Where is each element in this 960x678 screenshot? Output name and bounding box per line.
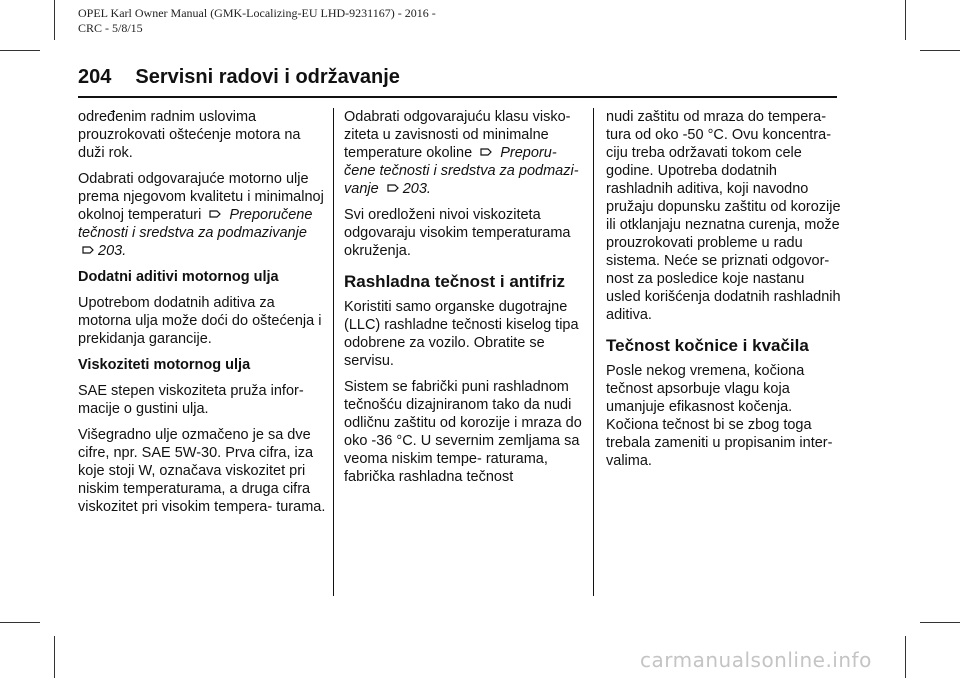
link-recommended-fluids[interactable]: Preporu- čene tečnosti i sredstva za podmazi- vanje bbox=[344, 145, 579, 197]
page-reference[interactable]: 203 bbox=[402, 181, 427, 197]
heading-additives: Dodatni aditivi motornog ulja bbox=[78, 269, 279, 285]
column-divider-1 bbox=[333, 108, 334, 596]
paragraph-select-oil-text: Odabrati odgovarajuće motorno ulje prema njegovom kvalitetu i minimalnoj okolnoj temperaturi bbox=[78, 171, 324, 223]
page-number: 204 bbox=[78, 66, 112, 88]
page-reference[interactable]: 203 bbox=[98, 243, 123, 259]
crop-mark-top-left-h bbox=[0, 50, 40, 51]
paragraph-sae-grade: SAE stepen viskoziteta pruža infor- macije o gustini ulja. bbox=[78, 383, 304, 417]
paragraph-coolant-type: Koristiti samo organske dugotrajne (LLC) rashladne tečnosti kiselog tipa odobrene za vozilo. Obratite se servisu. bbox=[344, 299, 579, 369]
watermark: carmanualsonline.info bbox=[640, 648, 872, 672]
column-divider-2 bbox=[593, 108, 594, 596]
document-header-line-1: OPEL Karl Owner Manual (GMK-Localizing-EU LHD-9231167) - 2016 - bbox=[78, 6, 436, 20]
column-1 bbox=[78, 108, 328, 524]
heading-coolant: Rashladna tečnost i antifriz bbox=[344, 272, 566, 291]
cross-reference-arrow-icon bbox=[208, 208, 222, 220]
crop-mark-top-left bbox=[54, 0, 55, 40]
paragraph-viscosity-levels: Svi oredloženi nivoi viskoziteta odgovaraju visokim temperaturama okruženja. bbox=[344, 207, 571, 259]
crop-mark-bottom-right-h bbox=[920, 622, 960, 623]
header-rule bbox=[78, 96, 837, 98]
heading-brake-fluid: Tečnost kočnice i kvačila bbox=[606, 336, 809, 355]
cross-reference-arrow-icon bbox=[386, 182, 400, 194]
cross-reference-arrow-icon bbox=[479, 146, 493, 158]
paragraph-additives: Upotrebom dodatnih aditiva za motorna ulja može doći do oštećenja i prekidanja garancije. bbox=[78, 295, 322, 347]
paragraph-engine-damage: određenim radnim uslovima prouzrokovati oštećenje motora na duži rok. bbox=[78, 109, 301, 161]
section-title: Servisni radovi i održavanje bbox=[135, 66, 400, 88]
paragraph-brake-fluid: Posle nekog vremena, kočiona tečnost apsorbuje vlagu koja umanjuje efikasnost kočenja. Kočiona tečnost bi se zbog toga trebala zameniti u propisanim inter- valima. bbox=[606, 363, 833, 469]
crop-mark-bottom-left bbox=[54, 636, 55, 678]
crop-mark-bottom-left-h bbox=[0, 622, 40, 623]
column-2 bbox=[344, 108, 584, 494]
link-recommended-fluids[interactable]: Preporučene tečnosti i sredstva za podmazivanje bbox=[78, 207, 313, 241]
cross-reference-arrow-icon bbox=[81, 244, 95, 256]
paragraph-viscosity-class-text: Odabrati odgovarajuću klasu visko- ziteta u zavisnosti od minimalne temperature okoline bbox=[344, 109, 571, 161]
paragraph-coolant-continued: nudi zaštitu od mraza do tempera- tura od oko -50 °C. Ovu koncentra- ciju treba održavati tokom cele godine. Upotreba dodatnih rashladnih aditiva, koji navodno pružaju dopunsku zaštitu od korozije ili otklanjaju neznatna curenja, može prouzrokovati probleme u radu sistema. Neće se priznati odgovor- nost za posledice koje nastanu usled korišćenja dodatnih rashladnih aditiva. bbox=[606, 109, 841, 323]
paragraph-coolant-protection: Sistem se fabrički puni rashladnom tečnošću dizajniranom tako da nudi odličnu zaštitu od korozije i mraza do oko -36 °C. U severnim zemljama sa veoma niskim tempe- raturama, fabrička rashladna tečnost bbox=[344, 379, 582, 485]
document-header bbox=[78, 6, 436, 36]
column-3 bbox=[606, 108, 842, 478]
crop-mark-bottom-right bbox=[905, 636, 906, 678]
paragraph-select-oil: Odabrati odgovarajuće motorno ulje prema njegovom kvalitetu i minimalnoj okolnoj temperaturi Preporučene tečnosti i sredstva za podmazivanje 203. bbox=[78, 171, 324, 259]
running-head bbox=[78, 66, 400, 89]
document-header-line-2: CRC - 5/8/15 bbox=[78, 21, 143, 35]
crop-mark-top-right bbox=[905, 0, 906, 40]
crop-mark-top-right-h bbox=[920, 50, 960, 51]
paragraph-viscosity-class: Odabrati odgovarajuću klasu visko- ziteta u zavisnosti od minimalne temperature okoline Preporu- čene tečnosti i sredstva za podmazi- vanje 203. bbox=[344, 109, 579, 197]
paragraph-multigrade: Višegradno ulje ozmačeno je sa dve cifre, npr. SAE 5W-30. Prva cifra, iza koje stoji W, označava viskozitet pri niskim temperaturama, a druga cifra viskozitet pri visokim tempera- turama. bbox=[78, 427, 326, 515]
heading-viscosity: Viskoziteti motornog ulja bbox=[78, 357, 251, 373]
